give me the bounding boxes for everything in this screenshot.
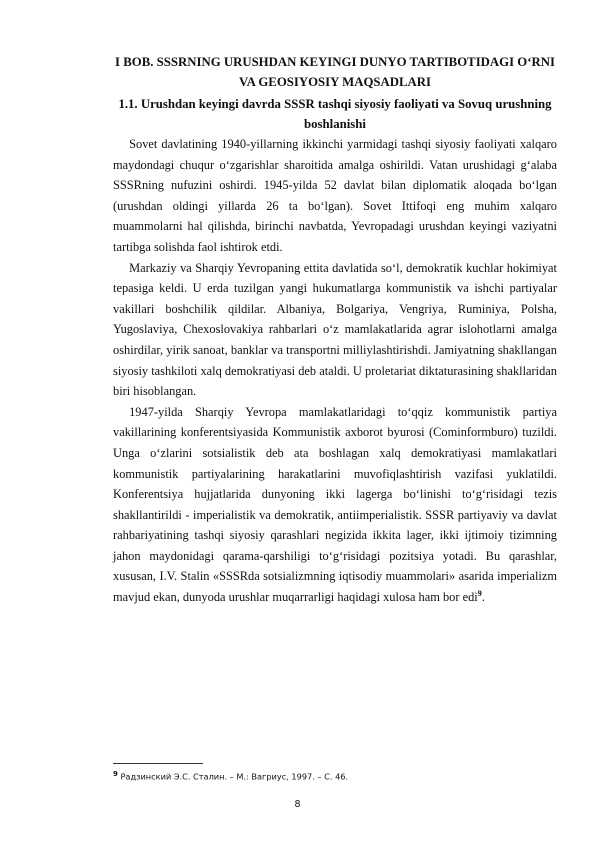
page-number: 8 [294,799,301,810]
footnote [113,768,557,783]
page-content [113,52,557,608]
section-title: 1.1. Urushdan keyingi davrda SSSR tashqi siyosiy faoliyati va Sovuq urushning boshlanishi [118,97,552,131]
paragraph-3 [113,402,557,608]
paragraph-3-text: 1947-yilda Sharqiy Yevropa mamlakatlaridagi to‘qqiz kommunistik partiya vakillarining konferentsiyasida Kommunistik axborot byurosi (Cominformburo) tuzildi. Unga o‘zlarini sotsialistik deb ata boshlagan xalq demokratiyasi mamlakatlari kommunistik partiyalarining harakatlarini muvofiqlashtirish vazifasi yuklatildi. Konferentsiya hujjatlarida dunyoning ikki lagerga bo‘linishi to‘g‘risidagi tezis shakllantirildi - imperialistik va demokratik, antiimperialistik. SSSR partiyaviy va davlat rahbariyatining tashqi siyosiy qarashlari negizida ikkita lager, ikki ijtimoiy tizimning jahon maydonidagi qarama-qarshiligi to‘g‘risidagi pozitsiya yotadi. Bu qarashlar, xususan, I.V. Stalin «SSSRda sotsializmning iqtisodiy muammolari» asarida imperializm mavjud ekan, dunyoda urushlar muqarrarligi haqidagi xulosa ham bor edi [113,404,557,605]
footnote-number: 9 [113,770,118,778]
footnote-divider [113,763,203,764]
paragraph-1: Sovet davlatining 1940-yillarning ikkinchi yarmidagi tashqi siyosiy faoliyati xalqaro maydondagi chuqur o‘zgarishlar sharoitida amalga oshirildi. Vatan urushidagi g‘alaba SSSRning nufuzini oshirdi. 1945-yilda 52 davlat bilan diplomatik aloqada bo‘lgan (urushdan oldingi yillarda 26 ta bo‘lgan). Sovet Ittifoqi eng muhim xalqaro muammolarni hal qilishda, birinchi navbatda, Yevropadagi urushdan keyingi vaziyatni tartibga solishda faol ishtirok etdi. [113,137,557,254]
chapter-title: I BOB. SSSRNING URUSHDAN KEYINGI DUNYO TARTIBOTIDAGI O‘RNI VA GEOSIYOSIY MAQSADLARI [115,55,555,89]
paragraph-2: Markaziy va Sharqiy Yevropaning ettita davlatida so‘l, demokratik kuchlar hokimiyat tepasiga keldi. U erda tuzilgan yangi hukumatlarga kommunistik va ishchi partiyalar vakillari boshchilik qildilar. Albaniya, Bolgariya, Vengriya, Ruminiya, Polsha, Yugoslaviya, Chexoslovakiya rahbarlari o‘z mamlakatlarida agrar islohotlarni amalga oshirdilar, yirik sanoat, banklar va transportni milliylashtirishdi. Jamiyatning shakllangan siyosiy tashkiloti xalq demokratiyasi deb ataldi. U proletariat diktaturasining shakllaridan biri hisoblangan. [113,260,557,399]
footnote-reference[interactable]: 9 [477,588,482,598]
paragraph-3-end: . [481,590,485,605]
footnote-text: Радзинский Э.С. Сталин. – М.: Вагриус, 1997. – С. 46. [120,771,349,782]
